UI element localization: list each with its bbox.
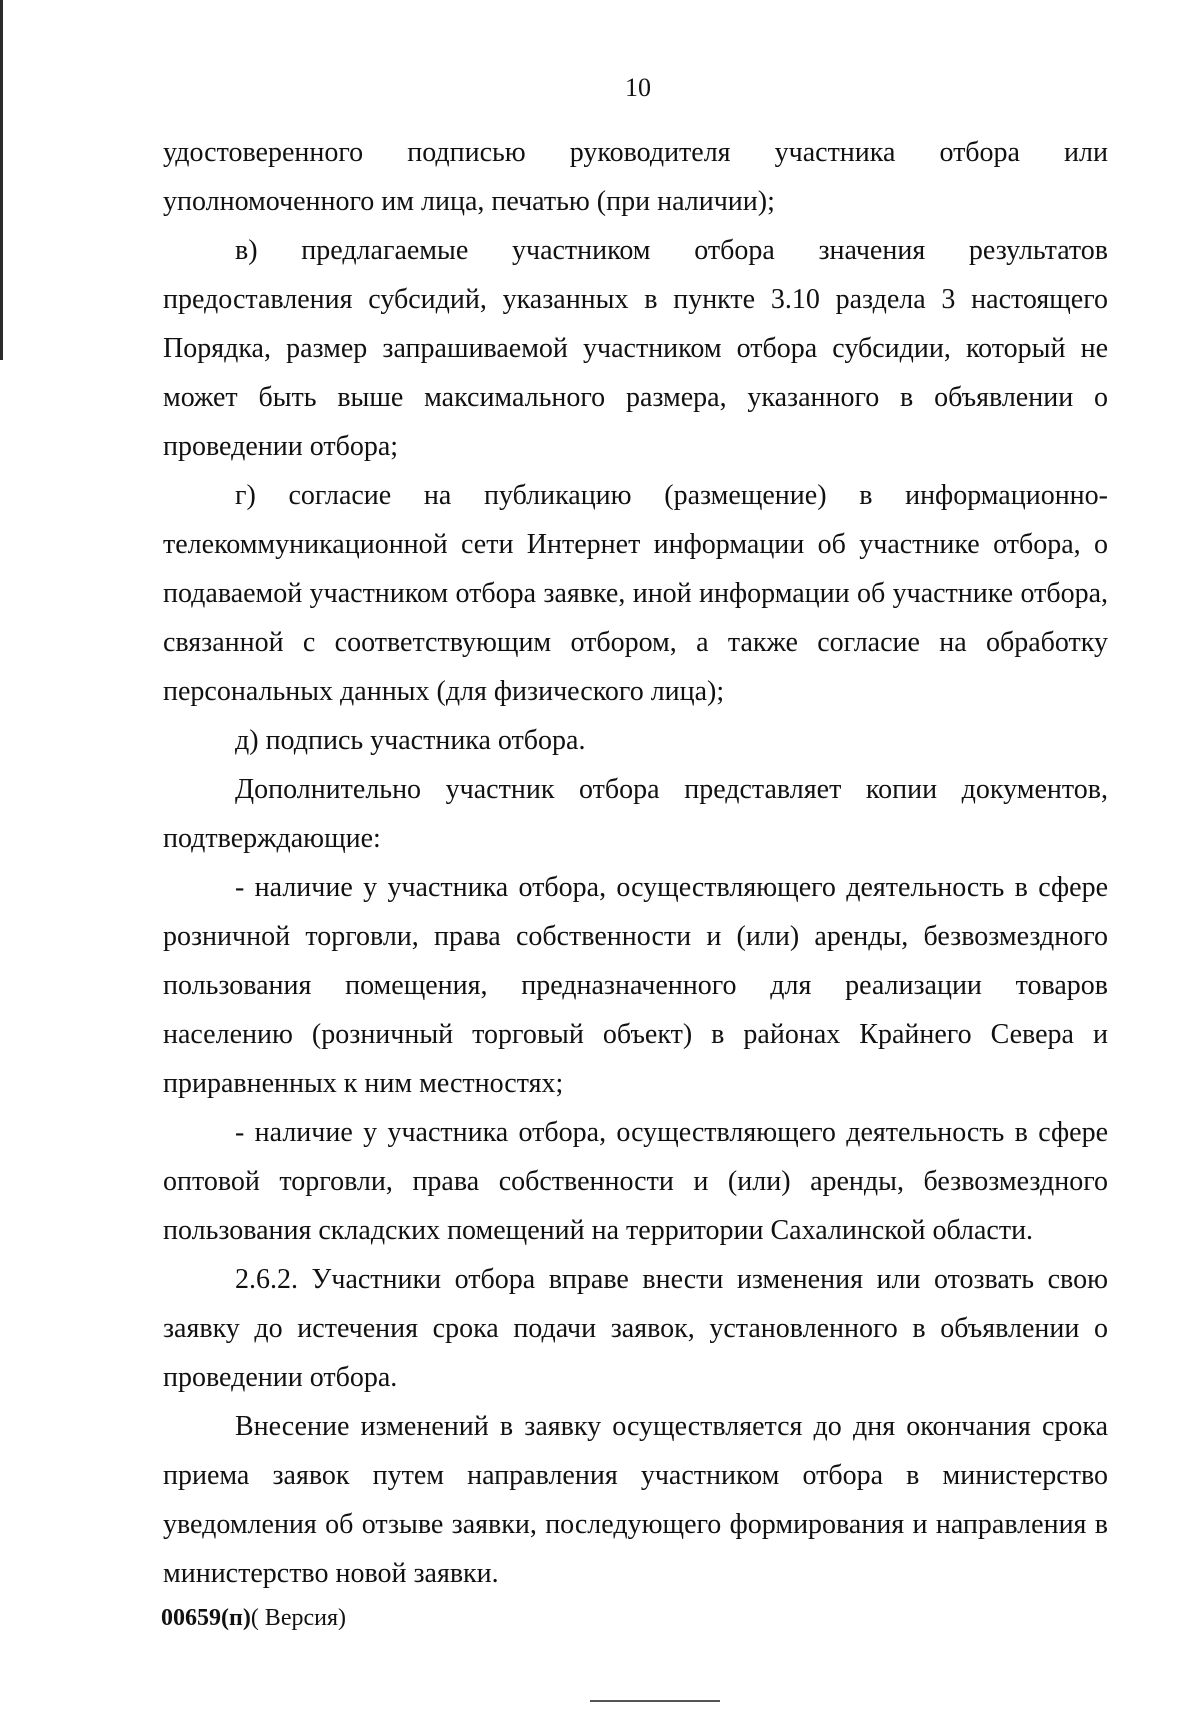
paragraph-retail-bullet: - наличие у участника отбора, осуществляющего деятельность в сфере розничной торговли, права собственности и (или) аренды, безвозмездного пользования помещения, предназначенного для реализации товаров населению (розничный торговый объект) в районах Крайнего Севера и приравненных к ним местностях; <box>163 872 1108 1099</box>
page-number: 10 <box>625 73 651 102</box>
paragraph-wholesale-bullet: - наличие у участника отбора, осуществляющего деятельность в сфере оптовой торговли, права собственности и (или) аренды, безвозмездного пользования складских помещений на территории Сахалинской области. <box>163 1117 1108 1246</box>
paragraph-continuation: удостоверенного подписью руководителя участника отбора или уполномоченного им лица, печатью (при наличии); <box>163 137 1108 217</box>
scan-edge-line <box>0 0 3 360</box>
document-code: 00659(п) <box>161 1605 251 1631</box>
document-footer <box>161 1603 346 1633</box>
paragraph-item-g: г) согласие на публикацию (размещение) в информационно-телекоммуникационной сети Интернет информации об участнике отбора, о подаваемой участником отбора заявке, иной информации об участнике отбора, связанной с соответствующим отбором, а также согласие на обработку персональных данных (для физического лица); <box>163 480 1108 707</box>
document-body <box>163 128 1108 1598</box>
paragraph-2-6-2: 2.6.2. Участники отбора вправе внести изменения или отозвать свою заявку до истечения срока подачи заявок, установленного в объявлении о проведении отбора. <box>163 1264 1108 1393</box>
paragraph-item-d: д) подпись участника отбора. <box>235 725 586 756</box>
paragraph-additional-documents: Дополнительно участник отбора представляет копии документов, подтверждающие: <box>163 774 1108 854</box>
document-version: ( Версия) <box>250 1605 346 1631</box>
paragraph-item-v: в) предлагаемые участником отбора значения результатов предоставления субсидий, указанных в пункте 3.10 раздела 3 настоящего Порядка, размер запрашиваемой участником отбора субсидии, который не может быть выше максимального размера, указанного в объявлении о проведении отбора; <box>163 235 1108 462</box>
paragraph-changes-procedure: Внесение изменений в заявку осуществляется до дня окончания срока приема заявок путем направления участником отбора в министерство уведомления об отзыве заявки, последующего формирования и направления в министерство новой заявки. <box>163 1411 1108 1589</box>
footer-divider <box>590 1700 720 1702</box>
